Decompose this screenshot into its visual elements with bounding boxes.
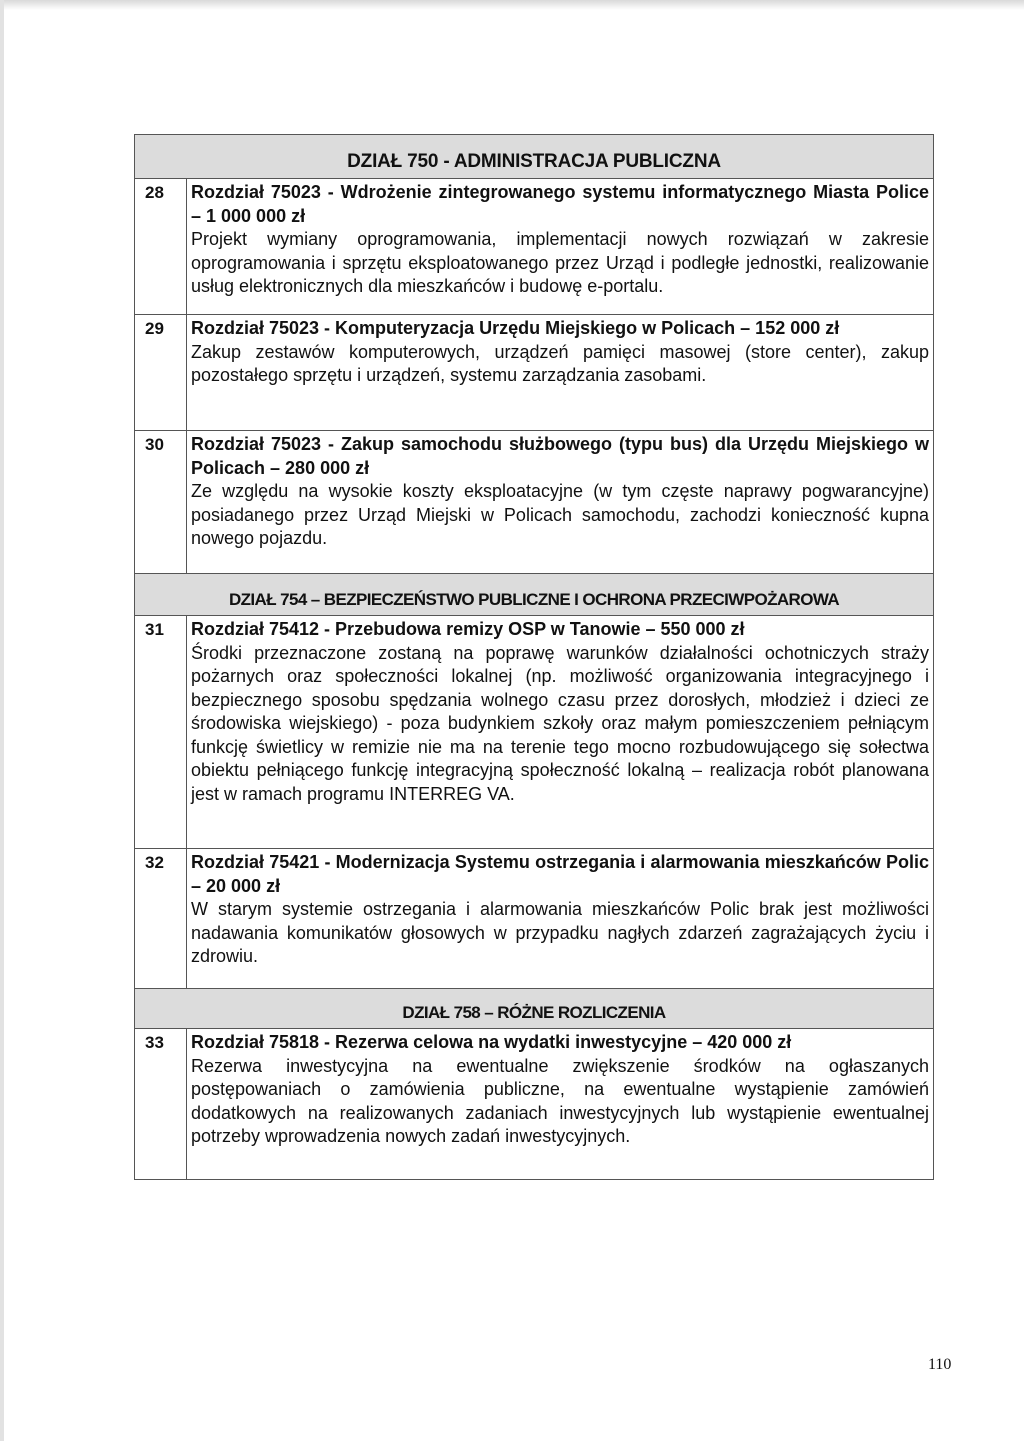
item-content <box>187 849 933 988</box>
table-row-32 <box>135 849 933 989</box>
item-content <box>187 1029 933 1179</box>
table-row-29 <box>135 315 933 431</box>
table-row-30 <box>135 431 933 574</box>
table-row-31 <box>135 616 933 849</box>
item-title: Rozdział 75818 - Rezerwa celowa na wydatki inwestycyjne – 420 000 zł <box>191 1032 792 1052</box>
item-description: Zakup zestawów komputerowych, urządzeń pamięci masowej (store center), zakup pozostałego sprzętu i urządzeń, systemu zarządzania zasobami. <box>191 341 929 385</box>
item-title: Rozdział 75412 - Przebudowa remizy OSP w Tanowie – 550 000 zł <box>191 619 745 639</box>
item-content <box>187 315 933 430</box>
item-title: Rozdział 75023 - Wdrożenie zintegrowanego systemu informatycznego Miasta Police – 1 000 000 zł <box>191 182 929 226</box>
item-description: Ze względu na wysokie koszty eksploatacyjne (w tym częste naprawy pogwarancyjne) posiadanego przez Urząd Miejski w Policach samochodu, zachodzi konieczność kupna nowego pojazdu. <box>191 481 929 548</box>
item-content <box>187 431 933 573</box>
section-heading-750: DZIAŁ 750 - ADMINISTRACJA PUBLICZNA <box>135 135 933 179</box>
item-number: 33 <box>135 1029 187 1179</box>
scan-edge-left <box>0 0 4 1441</box>
item-description: W starym systemie ostrzegania i alarmowania mieszkańców Polic brak jest możliwości nadawania komunikatów głosowych w przypadku nagłych zdarzeń zagrażających życiu i zdrowiu. <box>191 899 929 966</box>
table-row-28 <box>135 179 933 315</box>
scan-edge-top <box>0 0 1024 10</box>
section-heading-758: DZIAŁ 758 – RÓŻNE ROZLICZENIA <box>135 989 933 1029</box>
item-description: Projekt wymiany oprogramowania, implementacji nowych rozwiązań w zakresie oprogramowania i sprzętu eksploatowanego przez Urząd i podległe jednostki, realizowanie usług elektronicznych dla mieszkańców i budowę e-portalu. <box>191 229 929 296</box>
item-description: Rezerwa inwestycyjna na ewentualne zwiększenie środków na ogłaszanych postępowaniach o zamówienia publiczne, na ewentualne wystąpienie zamówień dodatkowych na realizowanych zadaniach inwestycyjnych lub wystąpienie ewentualnej potrzeby wprowadzenia nowych zadań inwestycyjnych. <box>191 1055 929 1146</box>
budget-table <box>134 134 934 1180</box>
item-content <box>187 179 933 314</box>
table-row-33 <box>135 1029 933 1179</box>
item-title: Rozdział 75421 - Modernizacja Systemu ostrzegania i alarmowania mieszkańców Polic – 20 000 zł <box>191 852 929 896</box>
item-number: 29 <box>135 315 187 430</box>
item-content <box>187 616 933 848</box>
item-number: 32 <box>135 849 187 988</box>
page-number: 110 <box>928 1356 952 1373</box>
item-number: 30 <box>135 431 187 573</box>
section-heading-754: DZIAŁ 754 – BEZPIECZEŃSTWO PUBLICZNE I OCHRONA PRZECIWPOŻAROWA <box>135 574 933 616</box>
item-number: 28 <box>135 179 187 314</box>
item-description: Środki przeznaczone zostaną na poprawę warunków działalności ochotniczych straży pożarnych oraz społeczności lokalnej (np. możliwość organizowania integracyjnego i bezpiecznego sposobu spędzania wolnego czasu przez dorosłych, młodzież i dzieci ze środowiska wiejskiego) - poza budynkiem szkoły oraz małym pomieszczeniem pełniącym funkcję świetlicy w remizie nie ma na terenie tego mocno rozbudowującego się sołectwa obiektu pełniącego funkcję integracyjną społeczność lokalną – realizacja robót planowana jest w ramach programu INTERREG VA. <box>191 642 929 804</box>
item-title: Rozdział 75023 - Zakup samochodu służbowego (typu bus) dla Urzędu Miejskiego w Policach – 280 000 zł <box>191 434 929 478</box>
item-number: 31 <box>135 616 187 848</box>
item-title: Rozdział 75023 - Komputeryzacja Urzędu Miejskiego w Policach – 152 000 zł <box>191 318 840 338</box>
